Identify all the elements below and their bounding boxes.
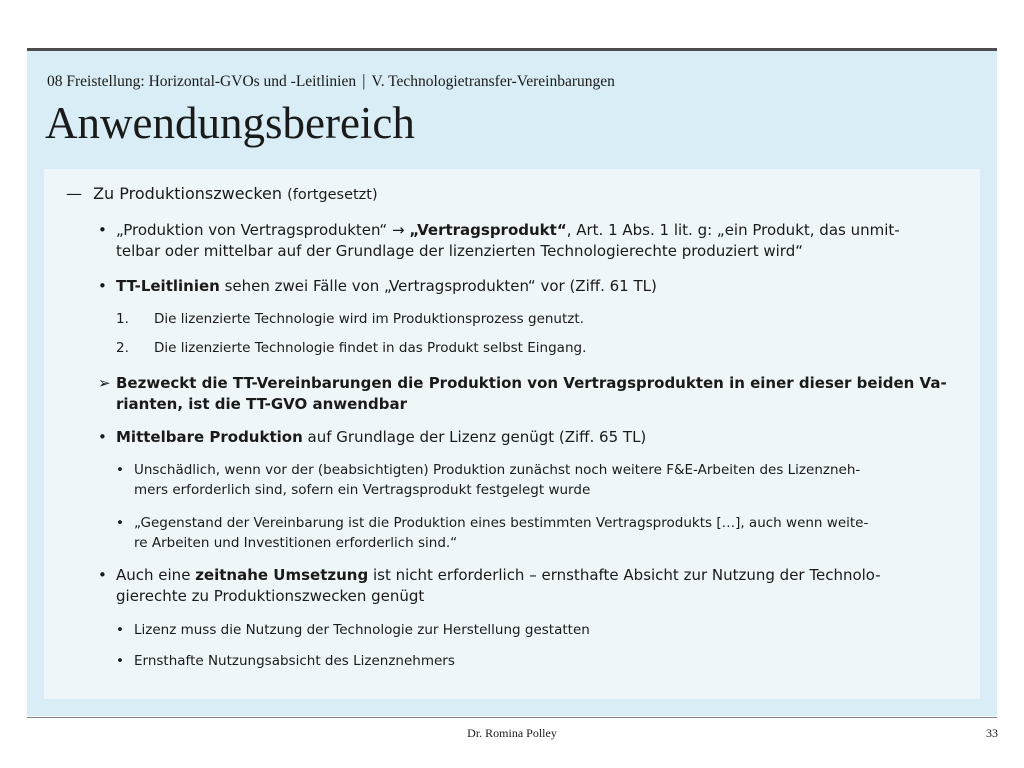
number-marker: 1. bbox=[116, 311, 129, 327]
breadcrumb-chapter: 08 Freistellung: Horizontal-GVOs und -Leitlinien bbox=[47, 73, 357, 90]
footer-author: Dr. Romina Polley bbox=[467, 726, 557, 740]
item5-text-a: Auch eine bbox=[116, 566, 196, 584]
item2-bold: TT-Leitlinien bbox=[116, 277, 220, 295]
number-marker: 2. bbox=[116, 340, 129, 356]
section-heading bbox=[66, 184, 378, 203]
item1-text-b: , Art. 1 Abs. 1 lit. g: „ein Produkt, das unmit- bbox=[566, 221, 900, 239]
item3-line1: Bezweckt die TT-Vereinbarungen die Produktion von Vertragsprodukten in einer dieser beiden Va- bbox=[116, 374, 947, 392]
list-item-conclusion bbox=[98, 373, 968, 415]
sub4a-line2: mers erforderlich sind, sofern ein Vertragsprodukt festgelegt wurde bbox=[134, 482, 591, 498]
item1-bold: „Vertragsprodukt“ bbox=[409, 221, 567, 239]
sub4b-line2: re Arbeiten und Investitionen erforderlich sind.“ bbox=[134, 535, 458, 551]
bullet-icon: • bbox=[116, 653, 124, 669]
item2-text: sehen zwei Fälle von „Vertragsprodukten“ vor (Ziff. 61 TL) bbox=[219, 277, 657, 295]
list-item-tt-leitlinien bbox=[98, 276, 968, 297]
dash-marker: — bbox=[66, 184, 82, 203]
bullet-icon: • bbox=[116, 622, 124, 638]
footer-divider bbox=[27, 717, 997, 718]
page-number: 33 bbox=[986, 726, 998, 740]
bullet-icon: • bbox=[98, 566, 107, 584]
item5-text-b: ist nicht erforderlich – ernsthafte Absicht zur Nutzung der Technolo- bbox=[368, 566, 881, 584]
numbered-text: Die lizenzierte Technologie wird im Produktionsprozess genutzt. bbox=[154, 311, 584, 327]
numbered-item-1 bbox=[116, 309, 584, 329]
breadcrumb bbox=[47, 71, 615, 91]
list-item-zeitnahe-umsetzung bbox=[98, 565, 968, 607]
section-title: Zu Produktionszwecken bbox=[93, 184, 283, 203]
breadcrumb-section: V. Technologietransfer-Vereinbarungen bbox=[371, 73, 615, 90]
bullet-icon: • bbox=[98, 277, 107, 295]
numbered-text: Die lizenzierte Technologie findet in das Produkt selbst Eingang. bbox=[154, 340, 587, 356]
sub4a-line1: Unschädlich, wenn vor der (beabsichtigten) Produktion zunächst noch weitere F&E-Arbeiten des Lizenzneh- bbox=[134, 462, 861, 478]
sub4b-line1: „Gegenstand der Vereinbarung ist die Produktion eines bestimmten Vertragsprodukts […], auch wenn weite- bbox=[134, 515, 869, 531]
sub-item-nutzungsabsicht bbox=[116, 651, 455, 671]
page-title: Anwendungsbereich bbox=[45, 98, 415, 148]
bullet-icon: • bbox=[116, 462, 124, 478]
item4-text: auf Grundlage der Lizenz genügt (Ziff. 65 TL) bbox=[302, 428, 647, 446]
sub5b-text: Ernsthafte Nutzungsabsicht des Lizenznehmers bbox=[134, 653, 455, 669]
item3-line2: rianten, ist die TT-GVO anwendbar bbox=[116, 395, 407, 413]
item5-bold: zeitnahe Umsetzung bbox=[195, 566, 369, 584]
sub-item-lizenz bbox=[116, 620, 590, 640]
numbered-item-2 bbox=[116, 338, 586, 358]
bullet-icon: • bbox=[116, 515, 124, 531]
arrow-right-icon: ➢ bbox=[98, 374, 111, 392]
item5-line2: gierechte zu Produktionszwecken genügt bbox=[116, 587, 425, 605]
section-suffix: (fortgesetzt) bbox=[287, 187, 378, 203]
item4-bold: Mittelbare Produktion bbox=[116, 428, 303, 446]
item1-text-a: „Produktion von Vertragsprodukten“ → bbox=[116, 221, 410, 239]
sub-item-unschaedlich bbox=[116, 460, 966, 500]
breadcrumb-separator: | bbox=[362, 71, 366, 90]
item1-line2: telbar oder mittelbar auf der Grundlage der lizenzierten Technologierechte produziert wird“ bbox=[116, 242, 803, 260]
list-item-mittelbare-produktion bbox=[98, 427, 968, 448]
list-item-vertragsprodukt bbox=[98, 220, 968, 262]
sub-item-gegenstand bbox=[116, 513, 966, 553]
bullet-icon: • bbox=[98, 221, 107, 239]
sub5a-text: Lizenz muss die Nutzung der Technologie zur Herstellung gestatten bbox=[134, 622, 590, 638]
bullet-icon: • bbox=[98, 428, 107, 446]
